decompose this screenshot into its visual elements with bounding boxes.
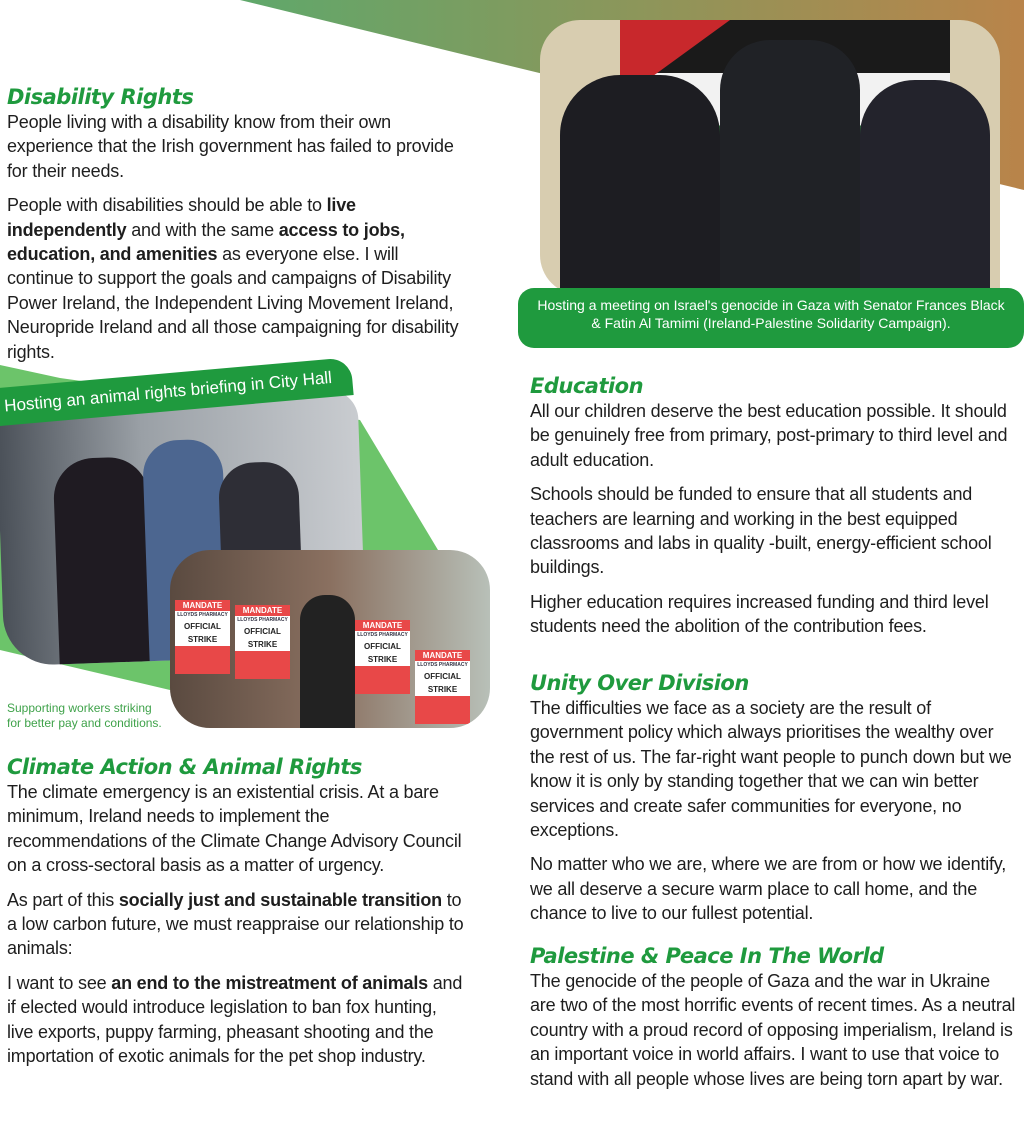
climate-heading: Climate Action & Animal Rights [7, 755, 362, 779]
person-right [860, 80, 990, 295]
climate-section [7, 754, 467, 1078]
paragraph: All our children deserve the best education possible. It should be genuinely free from primary, post-primary to third level and adult education. [530, 401, 1008, 470]
person-1 [53, 456, 155, 664]
sign-mid-text: LLOYDS PHARMACY [355, 631, 410, 640]
disability-section [7, 84, 467, 374]
text: People with disabilities should be able to [7, 195, 327, 216]
palestine-section [530, 943, 1020, 1101]
bold-text: live independently [7, 195, 356, 240]
strike-caption-line: for better pay and conditions. [7, 716, 162, 730]
sign-top-text: MANDATE [422, 651, 463, 660]
disability-heading: Disability Rights [7, 85, 194, 109]
strike-sign [415, 650, 470, 724]
sign-mid-text: LLOYDS PHARMACY [415, 661, 470, 670]
text: As part of this [7, 889, 119, 910]
paragraph: People living with a disability know from their own experience that the Irish government has failed to provide for their needs. [7, 112, 454, 181]
workers-strike-photo [170, 550, 490, 728]
sign-top-text: MANDATE [182, 601, 223, 610]
sign-top-text: MANDATE [362, 621, 403, 630]
strike-sign [175, 600, 230, 674]
person-left [560, 75, 720, 295]
animal-rights-caption: Hosting an animal rights briefing in City Hall [0, 357, 354, 426]
palestine-meeting-photo [540, 20, 1000, 295]
sign-main-text: OFFICIAL STRIKE [235, 625, 290, 651]
person-center [720, 40, 860, 295]
paragraph: No matter who we are, where we are from or how we identify, we all deserve a secure warm place to call home, and the chance to live to our fullest potential. [530, 854, 1007, 924]
strike-sign [235, 605, 290, 679]
paragraph [7, 888, 467, 961]
text: and if elected would introduce legislation to ban fox hunting, live exports, puppy farming, pheasant shooting and the importation of exotic animals for the pet shop industry. [7, 972, 463, 1067]
strike-caption [7, 701, 162, 731]
sign-main-text: OFFICIAL STRIKE [175, 620, 230, 646]
unity-section [530, 670, 1020, 936]
paragraph [7, 193, 467, 364]
text: as everyone else. I will continue to support the goals and campaigns of Disability Power Ireland, the Independent Living Movement Ireland, Neuropride Ireland and all those campaigning for disability rights. [7, 244, 459, 362]
person-center [300, 595, 355, 728]
strike-caption-line: Supporting workers striking [7, 701, 152, 715]
sign-mid-text: LLOYDS PHARMACY [235, 616, 290, 625]
bold-text: an end to the mistreatment of animals [111, 972, 428, 993]
text: to a low carbon future, we must reappraise our relationship to animals: [7, 889, 464, 959]
palestine-heading: Palestine & Peace In The World [530, 944, 884, 968]
education-section [530, 373, 1020, 649]
sign-main-text: OFFICIAL STRIKE [355, 640, 410, 666]
paragraph [7, 971, 467, 1069]
text: and with the same [126, 219, 279, 240]
paragraph: Schools should be funded to ensure that all students and teachers are learning and working in the best equipped classrooms and labs in quality -built, energy-efficient school buildings. [530, 484, 992, 578]
paragraph: The genocide of the people of Gaza and the war in Ukraine are two of the most horrific events of recent times. As a neutral country with a proud record of opposing imperialism, Ireland is an important voice in world affairs. I want to use that voice to stand with all people whose lives are being torn apart by war. [530, 971, 1016, 1089]
bold-text: access to jobs, education, and amenities [7, 219, 405, 265]
bold-text: socially just and sustainable transition [118, 889, 442, 910]
paragraph: The climate emergency is an existential crisis. At a bare minimum, Ireland needs to implement the recommendations of the Climate Change Advisory Council on a cross-sectoral basis as a matter of urgency. [7, 782, 462, 876]
unity-heading: Unity Over Division [530, 671, 749, 695]
sign-top-text: MANDATE [242, 606, 283, 615]
palestine-photo-caption: Hosting a meeting on Israel's genocide in Gaza with Senator Frances Black & Fatin Al Tamimi (Ireland-Palestine Solidarity Campaign). [518, 288, 1024, 348]
education-heading: Education [530, 374, 644, 398]
sign-mid-text: LLOYDS PHARMACY [175, 611, 230, 620]
paragraph: The difficulties we face as a society are the result of government policy which always prioritises the wealthy over the rest of us. The far-right want people to punch down but we know it is only by standing together that we can win better services and create safer communities for everyone, no exceptions. [530, 698, 1012, 841]
paragraph: Higher education requires increased funding and third level students need the abolition of the contribution fees. [530, 591, 989, 637]
strike-sign [355, 620, 410, 694]
text: I want to see [7, 972, 112, 993]
sign-main-text: OFFICIAL STRIKE [415, 670, 470, 696]
